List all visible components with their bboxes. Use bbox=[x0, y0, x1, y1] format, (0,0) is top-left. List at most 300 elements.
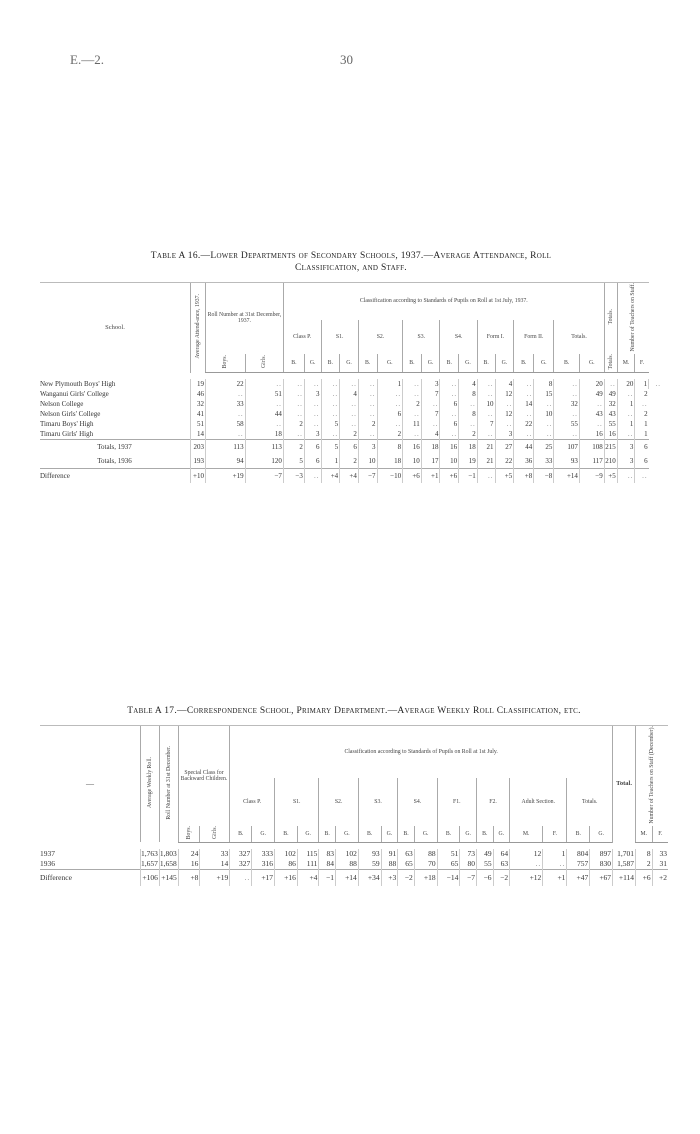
header-m: M. bbox=[617, 354, 635, 373]
table17-caption-line: Table A 17.—Correspondence School, Primary Department.—Average Weekly Roll Classification, etc. bbox=[127, 706, 581, 716]
header-b: B. bbox=[477, 354, 495, 373]
difference-cell: −7 bbox=[460, 869, 477, 886]
totals_1937-cell: 2 bbox=[283, 440, 304, 455]
row-cell: 2 bbox=[358, 419, 377, 429]
difference-cell: +34 bbox=[358, 869, 381, 886]
header-b: B. bbox=[230, 826, 252, 842]
difference-cell: +18 bbox=[414, 869, 437, 886]
row-cell: 1,763 bbox=[141, 848, 158, 858]
row-cell: 83 bbox=[319, 849, 336, 859]
header-g: G. bbox=[252, 826, 275, 842]
header-boys bbox=[206, 354, 246, 373]
row-cell: 7 bbox=[421, 409, 440, 419]
totals_1936-cell: 19 bbox=[459, 454, 478, 469]
difference-cell: .. bbox=[635, 469, 649, 484]
difference-cell: +12 bbox=[510, 869, 543, 886]
row-cell: .. bbox=[477, 379, 495, 389]
row-cell: 10 bbox=[534, 409, 554, 419]
row-cell: 70 bbox=[414, 859, 437, 870]
row-cell: 14 bbox=[514, 399, 534, 409]
difference-cell: +114 bbox=[613, 869, 636, 886]
row-cell: 3 bbox=[495, 429, 514, 440]
row-cell: .. bbox=[440, 429, 459, 440]
header-g: G. bbox=[534, 354, 554, 373]
row-cell: 333 bbox=[252, 849, 275, 859]
totals_1937-cell: 6 bbox=[304, 440, 321, 455]
row-cell: 63 bbox=[493, 859, 510, 870]
row-cell: 58 bbox=[206, 419, 246, 429]
header-b: B. bbox=[403, 354, 422, 373]
totals_1937-cell: 5 bbox=[321, 440, 340, 455]
header-b: B. bbox=[440, 354, 459, 373]
row-cell: .. bbox=[635, 399, 649, 409]
difference-cell: −2 bbox=[493, 869, 510, 886]
row-cell: 12 bbox=[510, 849, 543, 859]
row-cell: 1 bbox=[635, 429, 649, 440]
row-cell: 2 bbox=[635, 409, 649, 419]
table-row-totals-1936 bbox=[40, 454, 662, 469]
row-cell: 327 bbox=[230, 849, 252, 859]
header-g: G. bbox=[336, 826, 359, 842]
totals_1937-cell: 6 bbox=[340, 440, 359, 455]
table17 bbox=[40, 725, 668, 886]
row-cell: 5 bbox=[321, 419, 340, 429]
header-g: G. bbox=[304, 354, 321, 373]
group-header: Totals. bbox=[554, 320, 604, 354]
group-header: S1. bbox=[321, 320, 358, 354]
row-cell: .. bbox=[534, 399, 554, 409]
row-cell: 1 bbox=[377, 379, 403, 389]
header-boys-text: Boys. bbox=[185, 826, 192, 840]
header-roll-31dec: Roll Number at 31st December. bbox=[159, 726, 178, 843]
row-cell: 316 bbox=[252, 859, 275, 870]
totals_1936-cell: 210 bbox=[604, 454, 617, 469]
row-cell: 88 bbox=[336, 859, 359, 870]
row-label: Totals, 1937 bbox=[40, 440, 191, 455]
row-cell: .. bbox=[403, 409, 422, 419]
group-header: F1. bbox=[437, 778, 476, 826]
school-name: Nelson College bbox=[40, 400, 84, 408]
totals_1937-cell: 6 bbox=[635, 440, 649, 455]
row-cell: .. bbox=[421, 399, 440, 409]
totals_1937-cell: 203 bbox=[191, 440, 206, 455]
row-cell: 32 bbox=[554, 399, 580, 409]
table-row bbox=[40, 399, 662, 409]
header-school: School. bbox=[40, 283, 191, 373]
row-cell: 55 bbox=[554, 419, 580, 429]
row-cell: .. bbox=[304, 409, 321, 419]
header-b: B. bbox=[321, 354, 340, 373]
row-cell: .. bbox=[321, 409, 340, 419]
header-g: G. bbox=[414, 826, 437, 842]
school-name: New Plymouth Boys' High bbox=[40, 380, 116, 388]
row-cell: 49 bbox=[476, 849, 493, 859]
header-special-class: Special Class for Backward Children. bbox=[178, 726, 229, 827]
row-cell: .. bbox=[358, 379, 377, 389]
row-cell: .. bbox=[321, 379, 340, 389]
table-row bbox=[40, 429, 662, 440]
totals_1936-cell: 2 bbox=[340, 454, 359, 469]
row-cell: 65 bbox=[437, 859, 460, 870]
row-cell: .. bbox=[283, 409, 304, 419]
difference-cell: +6 bbox=[403, 469, 422, 484]
difference-cell: +16 bbox=[275, 869, 298, 886]
row-cell: .. bbox=[358, 429, 377, 440]
totals_1936-cell: 21 bbox=[477, 454, 495, 469]
row-cell: 32 bbox=[191, 399, 206, 409]
table-row bbox=[40, 379, 662, 389]
row-cell: .. bbox=[477, 409, 495, 419]
difference-cell: .. bbox=[304, 469, 321, 484]
header-g: G. bbox=[381, 826, 398, 842]
row-cell: 7 bbox=[477, 419, 495, 429]
table-row bbox=[40, 859, 668, 870]
difference-cell: +8 bbox=[178, 869, 200, 886]
totals_1936-cell: 117 bbox=[579, 454, 604, 469]
difference-cell: .. bbox=[477, 469, 495, 484]
row-cell: .. bbox=[340, 419, 359, 429]
difference-cell: +14 bbox=[554, 469, 580, 484]
header-boys bbox=[178, 826, 200, 842]
row-cell: 49 bbox=[579, 389, 604, 399]
row-cell: .. bbox=[440, 389, 459, 399]
row-cell: .. bbox=[514, 389, 534, 399]
group-header: Form II. bbox=[514, 320, 554, 354]
row-cell: .. bbox=[245, 419, 283, 429]
row-cell: 43 bbox=[579, 409, 604, 419]
header-g: G. bbox=[459, 354, 478, 373]
row-cell: 8 bbox=[459, 389, 478, 399]
header-g: G. bbox=[460, 826, 477, 842]
row-cell: .. bbox=[304, 419, 321, 429]
totals_1936-cell: 22 bbox=[495, 454, 514, 469]
row-cell: 65 bbox=[398, 859, 415, 870]
difference-cell: −7 bbox=[358, 469, 377, 484]
group-header: S2. bbox=[319, 778, 358, 826]
header-avg-attendance: Average Attend-ance, 1937. bbox=[191, 283, 206, 373]
year-label: 1936 bbox=[40, 858, 55, 868]
difference-cell: +14 bbox=[336, 869, 359, 886]
row-cell: 8 bbox=[636, 849, 653, 859]
school-name: Wanganui Girls' College bbox=[40, 390, 109, 398]
difference-cell: +106 bbox=[141, 869, 160, 886]
row-cell: .. bbox=[554, 409, 580, 419]
page-header bbox=[0, 52, 700, 68]
totals_1936-cell: 193 bbox=[191, 454, 206, 469]
header-b: B. bbox=[567, 826, 590, 842]
page-code: E.—2. bbox=[70, 52, 104, 67]
difference-cell: −6 bbox=[476, 869, 493, 886]
row-cell: 102 bbox=[336, 849, 359, 859]
totals_1936-cell: 17 bbox=[421, 454, 440, 469]
row-cell: .. bbox=[304, 379, 321, 389]
row-cell: .. bbox=[206, 389, 246, 399]
row-cell: 44 bbox=[245, 409, 283, 419]
group-header: Form I. bbox=[477, 320, 513, 354]
row-cell: 3 bbox=[421, 379, 440, 389]
header-b: B. bbox=[283, 354, 304, 373]
difference-cell: .. bbox=[617, 469, 635, 484]
table16-caption-line1: Table A 16.—Lower Departments of Secondary Schools, 1937.—Average Attendance, Roll bbox=[150, 251, 552, 261]
row-cell: .. bbox=[377, 419, 403, 429]
totals_1936-cell: 5 bbox=[283, 454, 304, 469]
totals_1936-cell: 6 bbox=[635, 454, 649, 469]
row-label: Totals, 1936 bbox=[97, 457, 132, 465]
header-b: B. bbox=[554, 354, 580, 373]
table-row bbox=[40, 409, 662, 419]
row-cell: 84 bbox=[319, 859, 336, 870]
row-cell: 24 bbox=[178, 849, 200, 859]
row-cell: 897 bbox=[590, 849, 613, 859]
totals_1937-cell: 27 bbox=[495, 440, 514, 455]
header-b: B. bbox=[514, 354, 534, 373]
difference-cell: +67 bbox=[590, 869, 613, 886]
row-cell: .. bbox=[206, 429, 246, 440]
row-cell: .. bbox=[283, 379, 304, 389]
difference-cell: +3 bbox=[381, 869, 398, 886]
row-cell: .. bbox=[534, 419, 554, 429]
header-g: G. bbox=[495, 354, 514, 373]
header-girls bbox=[245, 354, 283, 373]
row-cell: 2 bbox=[283, 419, 304, 429]
totals_1937-cell: 44 bbox=[514, 440, 534, 455]
row-cell: .. bbox=[321, 429, 340, 440]
row-cell: .. bbox=[245, 399, 283, 409]
difference-cell: −14 bbox=[437, 869, 460, 886]
header-boys-text: Boys. bbox=[222, 355, 229, 369]
row-cell: .. bbox=[321, 389, 340, 399]
difference-cell: +19 bbox=[206, 469, 246, 484]
row-cell: 51 bbox=[191, 419, 206, 429]
row-cell: .. bbox=[358, 389, 377, 399]
row-cell: 804 bbox=[567, 849, 590, 859]
row-cell: 1 bbox=[617, 419, 635, 429]
totals_1937-cell: 8 bbox=[377, 440, 403, 455]
row-cell: 86 bbox=[275, 859, 298, 870]
row-cell: 4 bbox=[421, 429, 440, 440]
totals_1936-cell: 120 bbox=[245, 454, 283, 469]
totals_1936-cell: 93 bbox=[554, 454, 580, 469]
school-name: Nelson Girls' College bbox=[40, 410, 101, 418]
header-f: F. bbox=[635, 354, 649, 373]
row-cell: .. bbox=[358, 409, 377, 419]
row-cell: 43 bbox=[604, 409, 617, 419]
row-cell: 16 bbox=[579, 429, 604, 440]
group-header: Totals. bbox=[567, 778, 613, 826]
row-cell: 6 bbox=[440, 399, 459, 409]
group-header: S3. bbox=[403, 320, 440, 354]
row-cell: 22 bbox=[514, 419, 534, 429]
header-classification: Classification according to Standards of Pupils on Roll at 1st July. bbox=[230, 726, 613, 778]
header-b: B. bbox=[398, 826, 415, 842]
header-girls bbox=[200, 826, 230, 842]
totals_1937-cell: 107 bbox=[554, 440, 580, 455]
row-cell: 2 bbox=[340, 429, 359, 440]
header-f: F. bbox=[652, 826, 668, 842]
difference-cell: +5 bbox=[495, 469, 514, 484]
table-row bbox=[40, 419, 662, 429]
row-cell: .. bbox=[543, 859, 567, 870]
row-cell: 11 bbox=[403, 419, 422, 429]
difference-cell: +10 bbox=[191, 469, 206, 484]
row-cell: .. bbox=[340, 409, 359, 419]
row-cell: 6 bbox=[440, 419, 459, 429]
row-cell: 4 bbox=[459, 379, 478, 389]
row-cell: .. bbox=[514, 379, 534, 389]
row-cell: .. bbox=[403, 389, 422, 399]
row-cell: 55 bbox=[604, 419, 617, 429]
row-cell: .. bbox=[459, 419, 478, 429]
row-cell: .. bbox=[377, 399, 403, 409]
row-cell: .. bbox=[403, 379, 422, 389]
header-g: F. bbox=[543, 826, 567, 842]
row-cell: 93 bbox=[358, 849, 381, 859]
difference-cell: −1 bbox=[319, 869, 336, 886]
row-cell: 1,657 bbox=[141, 858, 158, 868]
difference-cell: +4 bbox=[297, 869, 319, 886]
row-cell: .. bbox=[554, 389, 580, 399]
difference-cell: +19 bbox=[200, 869, 230, 886]
row-cell: .. bbox=[617, 409, 635, 419]
header-g: G. bbox=[377, 354, 403, 373]
totals_1937-cell: 3 bbox=[358, 440, 377, 455]
row-cell: .. bbox=[283, 389, 304, 399]
totals_1937-cell: 113 bbox=[245, 440, 283, 455]
row-cell: .. bbox=[377, 389, 403, 399]
row-cell: 20 bbox=[617, 379, 635, 389]
row-cell: 6 bbox=[377, 409, 403, 419]
row-cell: 830 bbox=[590, 859, 613, 870]
row-cell: 12 bbox=[495, 409, 514, 419]
year-label: 1937 bbox=[40, 848, 55, 858]
row-cell: 63 bbox=[398, 849, 415, 859]
row-cell: 8 bbox=[534, 379, 554, 389]
row-cell: 4 bbox=[340, 389, 359, 399]
header-g: G. bbox=[579, 354, 604, 373]
row-cell: .. bbox=[340, 379, 359, 389]
row-cell: .. bbox=[245, 379, 283, 389]
header-b: B. bbox=[358, 826, 381, 842]
row-cell: 1,701 bbox=[613, 849, 636, 859]
row-cell: .. bbox=[283, 399, 304, 409]
row-cell: .. bbox=[403, 429, 422, 440]
row-cell: .. bbox=[554, 429, 580, 440]
row-cell: .. bbox=[617, 429, 635, 440]
row-cell: 14 bbox=[191, 429, 206, 440]
row-cell: 19 bbox=[191, 379, 206, 389]
totals_1936-cell: 10 bbox=[358, 454, 377, 469]
row-cell: 88 bbox=[381, 859, 398, 870]
difference-cell: −9 bbox=[579, 469, 604, 484]
row-cell: 2 bbox=[459, 429, 478, 440]
header-total: Total. bbox=[613, 726, 636, 843]
row-cell: 55 bbox=[476, 859, 493, 870]
row-cell: 51 bbox=[245, 389, 283, 399]
difference-cell: +5 bbox=[604, 469, 617, 484]
table-row-difference bbox=[40, 469, 662, 484]
row-cell: 33 bbox=[206, 399, 246, 409]
table-row bbox=[40, 389, 662, 399]
row-cell: 31 bbox=[652, 859, 668, 870]
header-avg-weekly-roll: Average Weekly Roll. bbox=[141, 726, 160, 843]
row-cell: .. bbox=[477, 389, 495, 399]
row-cell: 327 bbox=[230, 859, 252, 870]
difference-cell: +1 bbox=[543, 869, 567, 886]
row-cell: 46 bbox=[191, 389, 206, 399]
totals_1936-cell: 1 bbox=[321, 454, 340, 469]
row-cell: .. bbox=[514, 409, 534, 419]
header-girls-text: Girls. bbox=[261, 355, 267, 369]
header-b: B. bbox=[358, 354, 377, 373]
row-cell: 2 bbox=[377, 429, 403, 440]
row-cell: 14 bbox=[200, 859, 230, 870]
row-cell: .. bbox=[421, 419, 440, 429]
totals_1937-cell: 21 bbox=[477, 440, 495, 455]
row-cell: 33 bbox=[200, 849, 230, 859]
school-name: Timaru Girls' High bbox=[40, 430, 94, 438]
row-cell: 15 bbox=[534, 389, 554, 399]
difference-cell: +1 bbox=[421, 469, 440, 484]
totals_1936-cell: 10 bbox=[403, 454, 422, 469]
row-cell: 32 bbox=[604, 399, 617, 409]
row-cell: 757 bbox=[567, 859, 590, 870]
header-blank: — bbox=[40, 726, 141, 843]
row-cell: 91 bbox=[381, 849, 398, 859]
header-g: G. bbox=[421, 354, 440, 373]
row-cell: .. bbox=[440, 409, 459, 419]
difference-cell: +47 bbox=[567, 869, 590, 886]
table16-caption-line2: Classification, and Staff. bbox=[295, 263, 407, 273]
row-cell: .. bbox=[358, 399, 377, 409]
row-cell: .. bbox=[510, 859, 543, 870]
difference-cell: +2 bbox=[652, 869, 668, 886]
row-cell: .. bbox=[604, 379, 617, 389]
group-header: S1. bbox=[275, 778, 319, 826]
difference-cell: −10 bbox=[377, 469, 403, 484]
totals_1937-cell: 16 bbox=[440, 440, 459, 455]
row-cell: 59 bbox=[358, 859, 381, 870]
row-cell: 20 bbox=[579, 379, 604, 389]
header-g: G. bbox=[297, 826, 319, 842]
header-g: G. bbox=[340, 354, 359, 373]
table16-caption bbox=[40, 250, 662, 274]
row-cell: .. bbox=[495, 399, 514, 409]
row-cell: .. bbox=[477, 429, 495, 440]
row-cell: 1,803 bbox=[159, 848, 177, 858]
row-cell: 2 bbox=[636, 859, 653, 870]
header-teachers: Number of Teachers on Staff (December). bbox=[636, 726, 668, 827]
totals_1936-cell: 36 bbox=[514, 454, 534, 469]
header-b: B. bbox=[437, 826, 460, 842]
row-cell: 3 bbox=[304, 389, 321, 399]
header-g: G. bbox=[493, 826, 510, 842]
totals_1937-cell: 18 bbox=[459, 440, 478, 455]
totals_1936-cell: 3 bbox=[617, 454, 635, 469]
group-header: S3. bbox=[358, 778, 397, 826]
difference-cell: .. bbox=[230, 869, 252, 886]
row-cell: 8 bbox=[459, 409, 478, 419]
table-row bbox=[40, 849, 668, 859]
row-cell: 111 bbox=[297, 859, 319, 870]
totals_1937-cell: 3 bbox=[617, 440, 635, 455]
row-cell: .. bbox=[459, 399, 478, 409]
header-b: B. bbox=[319, 826, 336, 842]
header-girls-text: Girls. bbox=[211, 826, 218, 840]
table-row-difference bbox=[40, 869, 668, 886]
row-cell: 49 bbox=[604, 389, 617, 399]
table17-caption bbox=[40, 705, 668, 717]
group-header: Class P. bbox=[283, 320, 321, 354]
